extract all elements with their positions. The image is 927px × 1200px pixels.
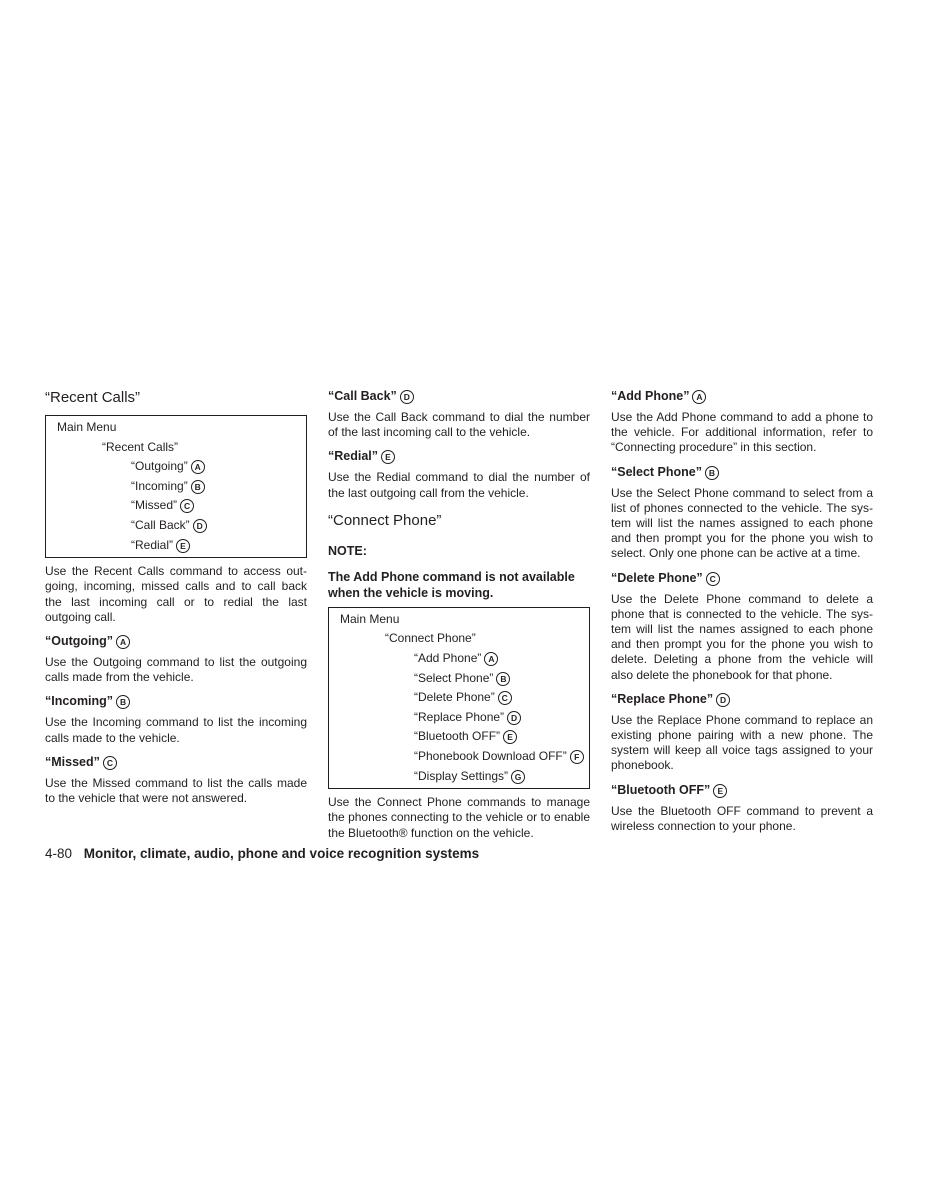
menu-line: “Replace Phone” D <box>340 708 589 728</box>
section-title: Monitor, climate, audio, phone and voice recognition systems <box>83 846 480 861</box>
menu-line: “Delete Phone” C <box>340 688 589 708</box>
menu-line: “Redial” E <box>57 536 306 556</box>
missed-heading: “Missed” C <box>45 754 307 770</box>
menu-line: “Outgoing” A <box>57 457 306 477</box>
replace-phone-text: Use the Replace Phone command to replace an existing phone pairing with a new phone. The system will keep all voice tags assigned to your phonebook. <box>611 712 873 773</box>
menu-line: “Connect Phone” <box>385 631 476 646</box>
menu-line: “Bluetooth OFF” E <box>340 727 589 747</box>
circled-letter-icon: B <box>705 466 719 480</box>
circled-letter-icon: B <box>191 480 205 494</box>
circled-letter-icon: F <box>570 750 584 764</box>
column-2 <box>328 388 590 849</box>
menu-line: “Display Settings” G <box>340 767 589 787</box>
circled-letter-icon: E <box>176 539 190 553</box>
page-number: 4-80 <box>45 846 73 861</box>
circled-letter-icon: C <box>180 499 194 513</box>
circled-letter-icon: D <box>400 390 414 404</box>
connect-phone-heading: “Connect Phone” <box>328 511 442 529</box>
select-phone-heading: “Select Phone” B <box>611 464 873 480</box>
menu-line: “Select Phone” B <box>340 669 589 689</box>
add-phone-text: Use the Add Phone command to add a phone to the vehicle. For additional information, refer to “Connecting procedure” in this section. <box>611 410 873 455</box>
menu-line: “Missed” C <box>57 496 306 516</box>
outgoing-text: Use the Outgoing command to list the outgoing calls made from the vehicle. <box>45 654 307 685</box>
connect-phone-menu-box <box>328 607 590 789</box>
menu-line: Main Menu <box>340 611 400 626</box>
circled-letter-icon: E <box>381 450 395 464</box>
menu-line: “Recent Calls” <box>102 439 179 454</box>
menu-line: “Incoming” B <box>57 477 306 497</box>
circled-letter-icon: A <box>116 635 130 649</box>
circled-letter-icon: D <box>716 693 730 707</box>
replace-phone-heading: “Replace Phone” D <box>611 691 873 707</box>
circled-letter-icon: B <box>116 695 130 709</box>
select-phone-text: Use the Select Phone command to select from a list of phones connected to the vehicle. The sys-tem will list the names assigned to each phone and then prompt you for the phone you wish to select. Only one phone can be active at a time. <box>611 485 873 561</box>
circled-letter-icon: C <box>498 691 512 705</box>
note-text: The Add Phone command is not available when the vehicle is moving. <box>328 569 575 600</box>
menu-line: “Add Phone” A <box>340 649 589 669</box>
circled-letter-icon: C <box>706 572 720 586</box>
circled-letter-icon: B <box>496 672 510 686</box>
circled-letter-icon: G <box>511 770 525 784</box>
bluetooth-off-text: Use the Bluetooth OFF command to prevent a wireless connection to your phone. <box>611 803 873 833</box>
circled-letter-icon: E <box>503 730 517 744</box>
incoming-heading: “Incoming” B <box>45 693 307 709</box>
column-3 <box>611 388 873 842</box>
recent-calls-heading: “Recent Calls” <box>45 389 141 406</box>
circled-letter-icon: D <box>193 519 207 533</box>
menu-line: “Phonebook Download OFF” F <box>340 747 589 767</box>
note-label: NOTE: <box>328 543 367 558</box>
recent-calls-intro: Use the Recent Calls command to access out-going, incoming, missed calls and to call back the last incoming call or to redial the last outgoing call. <box>45 564 307 624</box>
recent-calls-menu-box <box>45 415 307 558</box>
circled-letter-icon: E <box>713 784 727 798</box>
circled-letter-icon: D <box>507 711 521 725</box>
circled-letter-icon: A <box>191 460 205 474</box>
delete-phone-heading: “Delete Phone” C <box>611 570 873 586</box>
page-footer <box>45 846 479 861</box>
circled-letter-icon: C <box>103 756 117 770</box>
missed-text: Use the Missed command to list the calls made to the vehicle that were not answered. <box>45 775 307 805</box>
call-back-heading: “Call Back” D <box>328 388 590 404</box>
column-1 <box>45 388 307 814</box>
redial-text: Use the Redial command to dial the number of the last outgoing call from the vehicle. <box>328 470 590 500</box>
outgoing-heading: “Outgoing” A <box>45 633 307 649</box>
bluetooth-off-heading: “Bluetooth OFF” E <box>611 782 873 798</box>
menu-line: “Call Back” D <box>57 516 306 536</box>
call-back-text: Use the Call Back command to dial the number of the last incoming call to the vehicle. <box>328 410 590 440</box>
connect-phone-outro: Use the Connect Phone commands to manage the phones connecting to the vehicle or to enable the Bluetooth® function on the vehicle. <box>328 795 590 840</box>
add-phone-heading: “Add Phone” A <box>611 388 873 404</box>
delete-phone-text: Use the Delete Phone command to delete a phone that is connected to the vehicle. The sys-tem will list the names assigned to each phone and then prompt you for the phone you wish to delete. Deleting a phone from the vehicle will also delete the phonebook for that phone. <box>611 591 873 682</box>
menu-line: Main Menu <box>57 420 117 434</box>
circled-letter-icon: A <box>484 652 498 666</box>
incoming-text: Use the Incoming command to list the incoming calls made to the vehicle. <box>45 715 307 745</box>
redial-heading: “Redial” E <box>328 448 590 464</box>
circled-letter-icon: A <box>692 390 706 404</box>
